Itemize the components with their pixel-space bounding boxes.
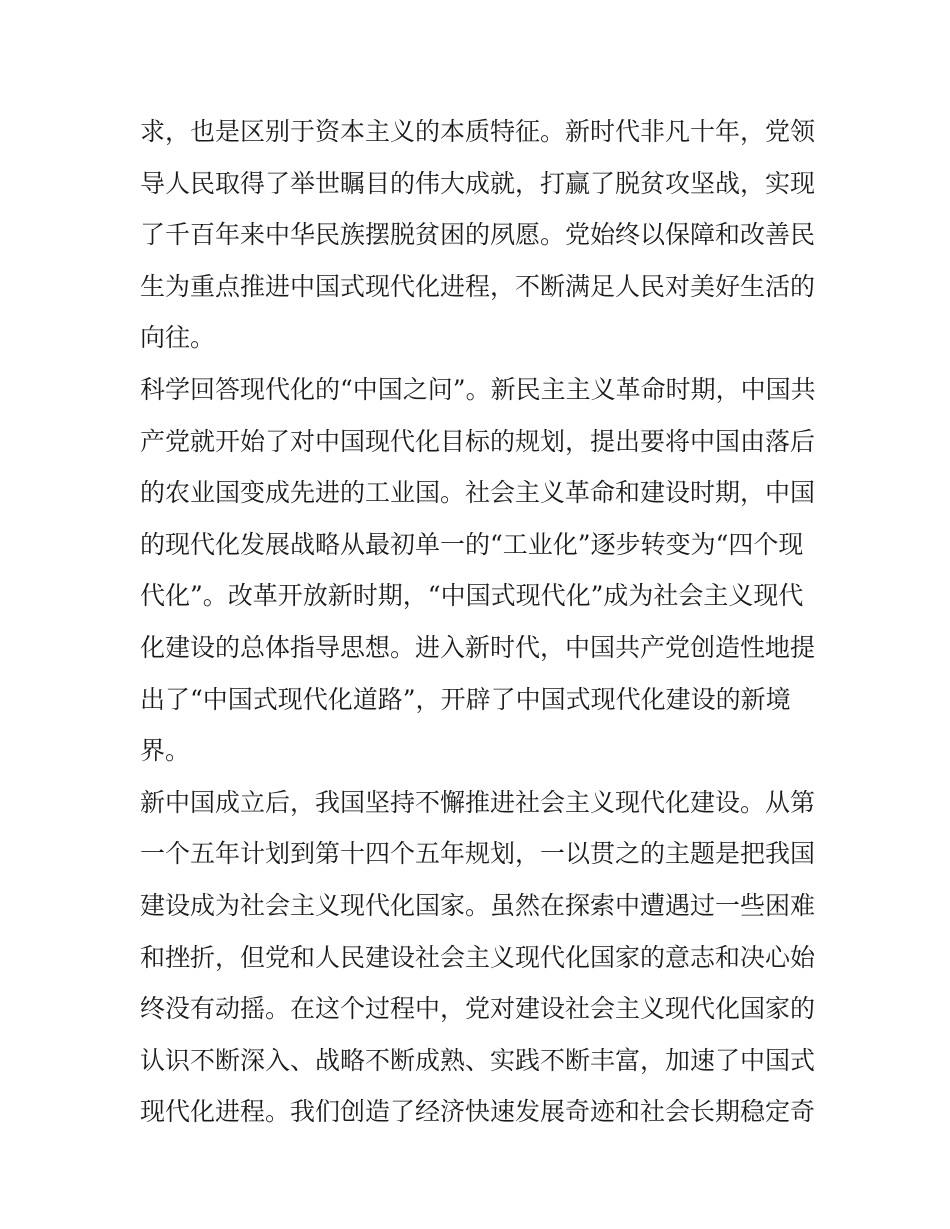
text-line: 的现代化发展战略从最初单一的“工业化”逐步转变为“四个现 [140, 529, 804, 559]
text-line: 新中国成立后，我国坚持不懈推进社会主义现代化建设。从第 [140, 787, 816, 817]
paragraph [140, 364, 830, 777]
text-line: 建设成为社会主义现代化国家。虽然在探索中遭遇过一些困难 [140, 890, 816, 920]
text-line: 代化”。改革开放新时期，“中国式现代化”成为社会主义现代 [140, 581, 804, 611]
text-line: 科学回答现代化的“中国之问”。新民主主义革命时期，中国共 [140, 374, 816, 404]
paragraph [140, 777, 830, 1138]
text-line: 出了“中国式现代化道路”，开辟了中国式现代化建设的新境 [140, 684, 791, 714]
text-line: 终没有动摇。在这个过程中，党对建设社会主义现代化国家的 [140, 994, 816, 1024]
paragraph [140, 106, 830, 364]
body-text [140, 106, 830, 1138]
text-line: 化建设的总体指导思想。进入新时代，中国共产党创造性地提 [140, 632, 816, 662]
text-line: 的农业国变成先进的工业国。社会主义革命和建设时期，中国 [140, 478, 816, 508]
text-line: 界。 [140, 736, 191, 766]
text-line: 和挫折，但党和人民建设社会主义现代化国家的意志和决心始 [140, 942, 816, 972]
text-line: 生为重点推进中国式现代化进程，不断满足人民对美好生活的 [140, 271, 816, 301]
text-line: 一个五年计划到第十四个五年规划，一以贯之的主题是把我国 [140, 839, 816, 869]
text-line: 产党就开始了对中国现代化目标的规划，提出要将中国由落后 [140, 426, 816, 456]
text-line: 认识不断深入、战略不断成熟、实践不断丰富，加速了中国式 [140, 1045, 816, 1075]
text-line: 求，也是区别于资本主义的本质特征。新时代非凡十年，党领 [140, 117, 816, 146]
text-line: 导人民取得了举世瞩目的伟大成就，打赢了脱贫攻坚战，实现 [140, 168, 816, 198]
text-line: 向往。 [140, 323, 216, 353]
text-line: 了千百年来中华民族摆脱贫困的夙愿。党始终以保障和改善民 [140, 220, 816, 250]
text-line: 现代化进程。我们创造了经济快速发展奇迹和社会长期稳定奇 [140, 1097, 816, 1127]
